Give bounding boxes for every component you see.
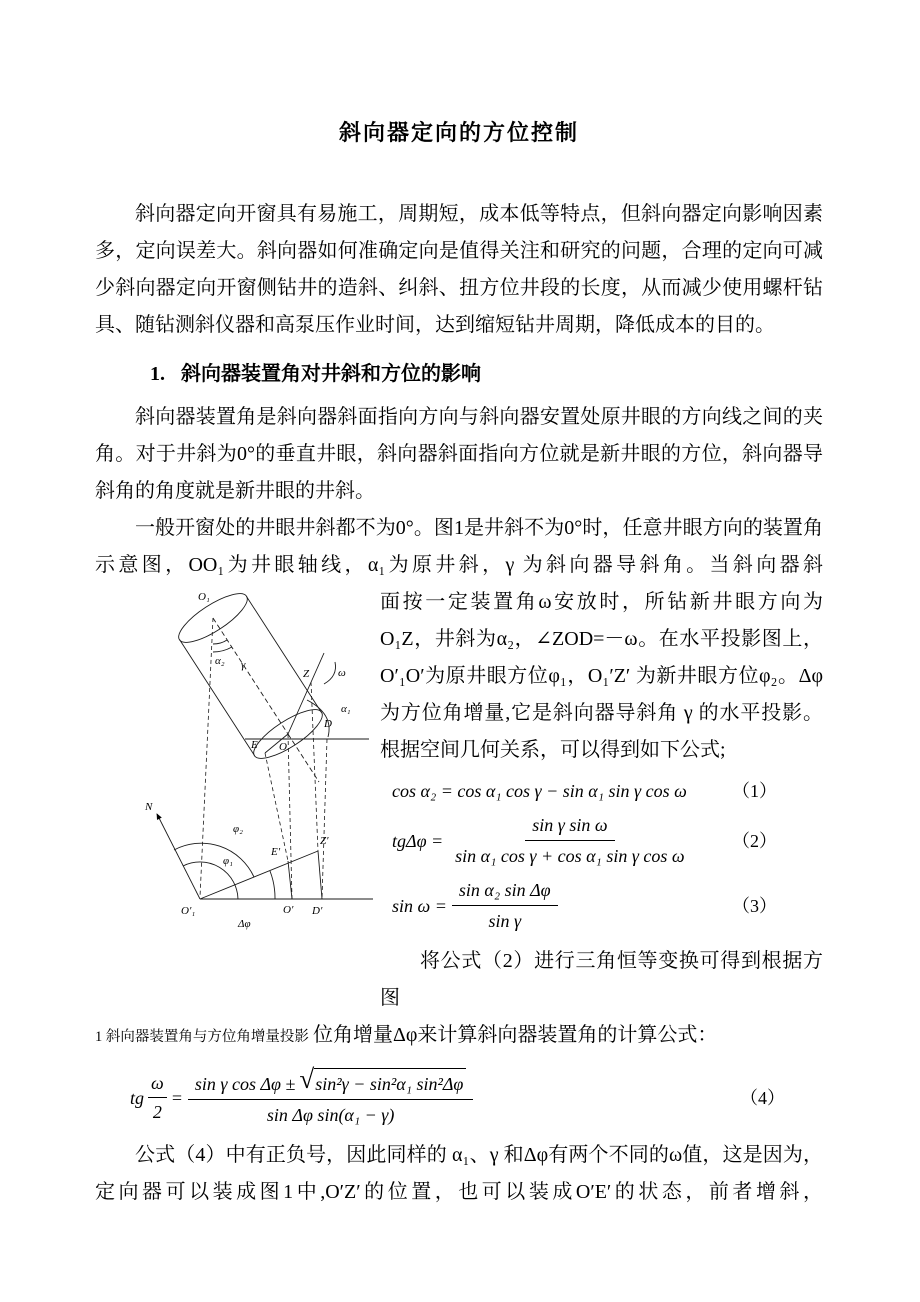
label-z-prime: Z′ [320,835,329,847]
formula-2-fraction [448,813,691,868]
section-title: 斜向器装置角对井斜和方位的影响 [181,363,481,385]
paragraph-transform: 将公式（2）进行三角恒等变换可得到根据方图 [380,950,823,1009]
formula-4 [130,1064,823,1127]
figure-1-diagram [95,584,373,964]
formula-4-numerator [188,1064,474,1100]
paragraph-definition: 斜向器装置角是斜向器斜面指向方向与斜向器安置处原井眼的方向线之间的夹角。对于井斜为0°的垂直井眼，斜向器斜面指向方位就是新井眼的方位，斜向器导斜角的角度就是新井眼的井斜。 [95,406,823,502]
formula-4-numerator-pre: sin γ cos Δφ ± [194,1074,296,1094]
label-o1: O₁ [198,591,210,603]
formula-3-numerator: sin α₂ sin Δφ [452,878,558,906]
paragraph-figure-intro: 一般开窗处的井眼井斜都不为0°。图1是井斜不为0°时，任意井眼方向的装置角示意图，OO₁为井眼轴线，α₁为原井斜，γ 为斜向器导斜角。当斜向器斜 [95,517,823,576]
formula-4-denominator: sin Δφ sin(α₁ − γ) [266,1105,395,1125]
plan-view [157,814,373,899]
label-d-prime: D′ [312,905,323,917]
label-z: Z [303,668,310,680]
closing-paragraph: 公式（4）中有正负号，因此同样的 α₁、γ 和Δφ有两个不同的ω值，这是因为，定向器可以装成图1中,O′Z′的位置，也可以装成O′E′的状态，前者增斜， [95,1144,823,1203]
figure-caption: 1 斜向器装置角与方位角增量投影 [95,1029,309,1045]
section-heading [150,356,823,393]
formula-2 [380,813,823,868]
figure-labels [144,591,351,930]
formula-3-fraction [452,878,558,933]
figure-1 [95,584,380,964]
label-delta-phi: Δφ [238,918,251,930]
formula-4-lhs-fraction [148,1071,167,1124]
formula-4-function: tg [130,1087,145,1108]
formula-4-fraction [188,1064,474,1127]
intro-paragraph: 斜向器定向开窗具有易施工，周期短，成本低等特点，但斜向器定向影响因素多，定向误差大。斜向器如何准确定向是值得关注和研究的问题，合理的定向可减少斜向器定向开窗侧钻井的造斜、纠斜、扭方位井段的长度，从而减少使用螺杆钻具、随钻测斜仪器和高泵压作业时间，达到缩短钻井周期，降低成本的目的。 [95,203,823,336]
section-number: 1. [150,363,165,385]
formula-4-body [130,1064,478,1127]
formula-3 [380,878,823,933]
formula-2-denominator: sin α₁ cos γ + cos α₁ sin γ cos ω [455,846,685,866]
caption-row [95,1017,823,1056]
doc-title: 斜向器定向的方位控制 [338,120,579,145]
label-o1-prime: O′₁ [181,905,196,917]
formula-2-body [392,813,697,868]
formula-2-numerator: sin γ sin ω [525,813,614,841]
label-d: D [324,718,332,730]
label-phi2: φ₂ [233,823,243,835]
formula-1-number: （1） [732,781,777,801]
figure-text-row [95,584,823,1017]
label-alpha2: α₂ [215,655,225,667]
formula-4-lhs-denominator: 2 [152,1102,162,1122]
label-n: N [145,801,153,813]
label-phi1: φ₁ [223,855,233,867]
label-o: O [279,741,287,753]
formula-3-lhs: sin ω = [392,895,447,916]
paragraph-beside-figure: 面按一定装置角ω安放时，所钻新井眼方向为O₁Z，井斜为α₂，∠ZOD=－ω。在水平投影图上，O′₁O′为原井眼方位φ₁，O₁′Z′ 为新井眼方位φ₂。Δφ为方位角增量,它是斜向器导斜角 γ 的水平投影。根据空间几何关系，可以得到如下公式; [380,591,823,761]
formula-3-number: （3） [732,895,777,916]
formula-3-denominator: sin γ [488,911,522,931]
sqrt-symbol: √ [299,1064,315,1094]
paragraph-transform-cont: 位角增量Δφ来计算斜向器装置角的计算公式： [313,1024,718,1046]
formula-2-number: （2） [732,830,777,851]
formula-2-lhs: tgΔφ = [392,830,444,851]
formula-1-body: cos α₂ = cos α₁ cos γ − sin α₁ sin γ cos ω [392,781,687,801]
label-omega: ω [338,667,346,679]
direction-lines [213,640,369,753]
right-column [380,584,823,1017]
wellbore-cylinder [172,585,328,782]
label-gamma: γ [241,659,246,671]
formula-3-body [392,878,563,933]
label-o-prime: O′ [283,904,294,916]
label-e-prime: E′ [271,846,281,858]
sqrt-body: sin²γ − sin²α₁ sin²Δφ [314,1068,466,1096]
sqrt-radical [299,1064,466,1096]
formula-4-lhs-numerator: ω [148,1071,167,1098]
formula-4-number: （4） [740,1087,785,1108]
formula-4-equals: = [170,1087,183,1108]
formula-1 [380,779,823,803]
label-alpha1: α₁ [341,703,351,715]
label-e: E [251,739,258,751]
